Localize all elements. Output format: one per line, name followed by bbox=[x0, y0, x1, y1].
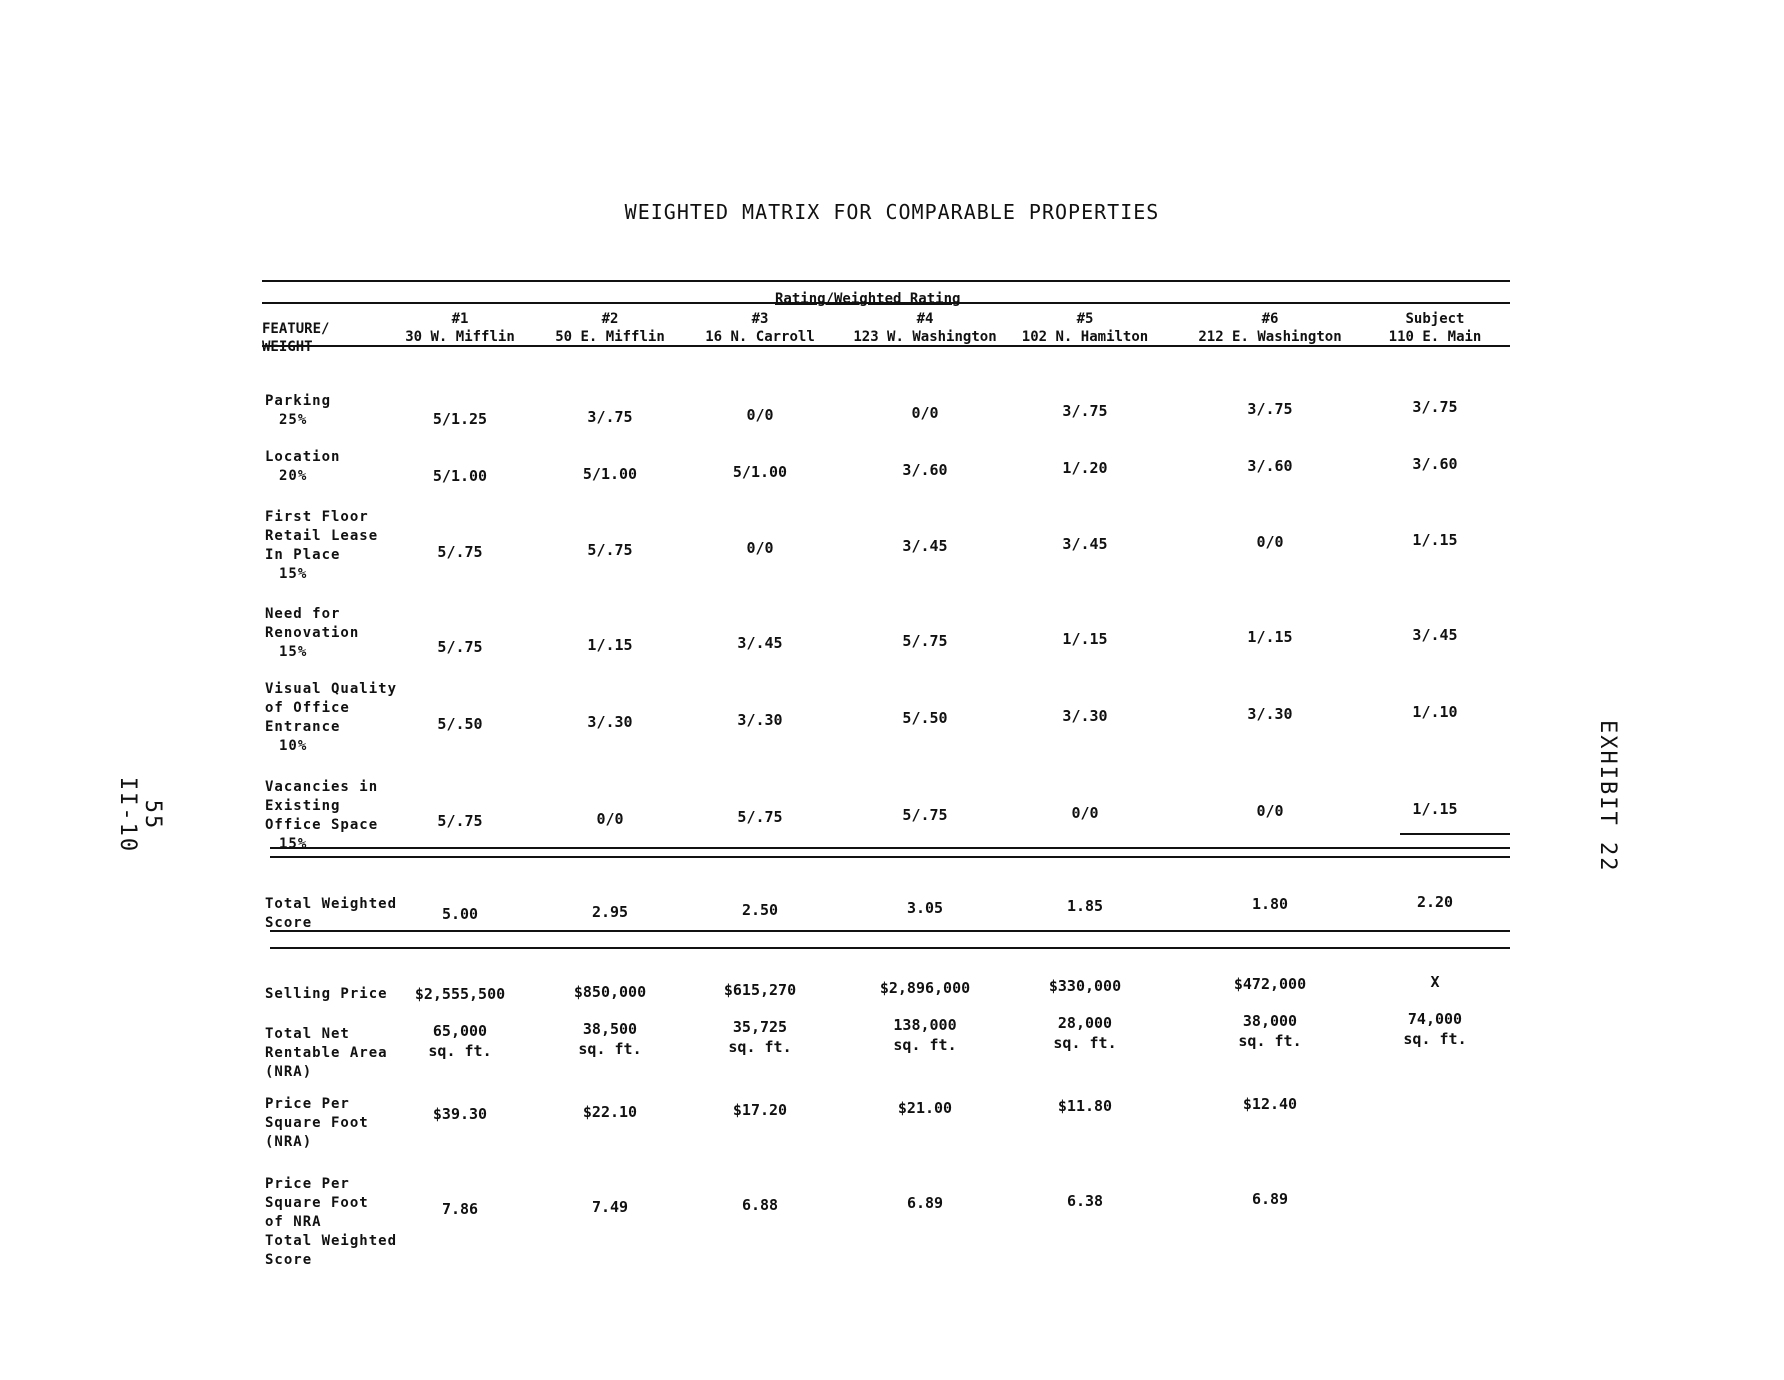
matrix-cell: 3/.75 bbox=[1247, 400, 1293, 418]
column-header-num: #3 bbox=[751, 311, 769, 327]
row-label-line: (NRA) bbox=[265, 1064, 313, 1080]
page-number bbox=[115, 775, 165, 855]
column-header-address: 50 E. Mifflin bbox=[555, 329, 665, 345]
matrix-cell: 5/1.00 bbox=[582, 465, 638, 483]
page-code: II-10 bbox=[115, 776, 140, 854]
row-label-line: Retail Lease bbox=[265, 528, 379, 544]
column-header-num: #1 bbox=[451, 311, 469, 327]
row-label-line: Location bbox=[265, 449, 341, 465]
matrix-cell: 5.00 bbox=[441, 905, 479, 923]
column-header-address: 102 N. Hamilton bbox=[1021, 329, 1149, 345]
page-title: WEIGHTED MATRIX FOR COMPARABLE PROPERTIES bbox=[624, 200, 1160, 224]
row-label-line: Price Per bbox=[265, 1096, 350, 1112]
matrix-cell: 5/.75 bbox=[437, 638, 483, 656]
matrix-cell: 0/0 bbox=[746, 406, 774, 424]
row-label-line: First Floor bbox=[265, 509, 369, 525]
row-label-line: Selling Price bbox=[265, 986, 388, 1002]
header-top-rule bbox=[262, 280, 1510, 282]
column-header-num: #4 bbox=[916, 311, 934, 327]
area-unit: sq. ft. bbox=[1403, 1030, 1467, 1048]
row-label-line: 15% bbox=[279, 566, 308, 582]
row-label-line: Total Weighted bbox=[265, 1233, 398, 1249]
row-label-line: Visual Quality bbox=[265, 681, 398, 697]
row-label-line: 25% bbox=[279, 412, 308, 428]
matrix-cell: $21.00 bbox=[897, 1099, 953, 1117]
matrix-cell: 5/.75 bbox=[737, 808, 783, 826]
row-label-line: Price Per bbox=[265, 1176, 350, 1192]
matrix-cell: $615,270 bbox=[723, 981, 797, 999]
price-row-label bbox=[265, 1095, 405, 1152]
area-unit: sq. ft. bbox=[728, 1038, 792, 1056]
matrix-cell: 3/.30 bbox=[1247, 705, 1293, 723]
matrix-cell: 3.05 bbox=[906, 899, 944, 917]
column-header-address: 110 E. Main bbox=[1388, 329, 1482, 345]
row-label-line: Square Foot bbox=[265, 1115, 369, 1131]
matrix-cell: 38,000 bbox=[1242, 1012, 1298, 1030]
row-label-line: 15% bbox=[279, 836, 308, 852]
matrix-cell: $39.30 bbox=[432, 1105, 488, 1123]
matrix-cell: 3/.45 bbox=[902, 537, 948, 555]
matrix-cell: 7.86 bbox=[441, 1200, 479, 1218]
matrix-cell: X bbox=[1430, 973, 1440, 991]
matrix-cell: 3/.45 bbox=[1412, 626, 1458, 644]
matrix-cell: 28,000 bbox=[1057, 1014, 1113, 1032]
matrix-cell: 3/.45 bbox=[737, 634, 783, 652]
column-header-num: #5 bbox=[1076, 311, 1094, 327]
matrix-cell: $330,000 bbox=[1048, 977, 1122, 995]
matrix-cell: $472,000 bbox=[1233, 975, 1307, 993]
matrix-cell: 1/.10 bbox=[1412, 703, 1458, 721]
row-label-line: 10% bbox=[279, 738, 308, 754]
matrix-cell: 5/.75 bbox=[437, 812, 483, 830]
column-header-num: Subject bbox=[1405, 311, 1465, 327]
matrix-cell: 1/.15 bbox=[1062, 630, 1108, 648]
column-header-address: 123 W. Washington bbox=[853, 329, 997, 345]
page-number-value: 55 bbox=[140, 799, 165, 831]
row-label-line: Need for bbox=[265, 606, 341, 622]
row-label-line: Square Foot bbox=[265, 1195, 369, 1211]
matrix-cell: 0/0 bbox=[1256, 802, 1284, 820]
matrix-cell: $17.20 bbox=[732, 1101, 788, 1119]
matrix-cell: 0/0 bbox=[596, 810, 624, 828]
row-label-line: of Office bbox=[265, 700, 350, 716]
area-unit: sq. ft. bbox=[893, 1036, 957, 1054]
matrix-cell: 2.50 bbox=[741, 901, 779, 919]
matrix-cell: $2,555,500 bbox=[414, 985, 506, 1003]
matrix-cell: 5/.50 bbox=[902, 709, 948, 727]
rating-group-label: Rating/Weighted Rating bbox=[775, 291, 961, 307]
matrix-cell: 3/.30 bbox=[1062, 707, 1108, 725]
matrix-cell: 0/0 bbox=[1256, 533, 1284, 551]
matrix-cell: 1.85 bbox=[1066, 897, 1104, 915]
row-label-line: Renovation bbox=[265, 625, 360, 641]
row-label-line: 15% bbox=[279, 644, 308, 660]
subject-underline bbox=[1400, 833, 1510, 835]
matrix-cell: 1/.15 bbox=[1412, 531, 1458, 549]
area-unit: sq. ft. bbox=[428, 1042, 492, 1060]
matrix-cell: 1/.20 bbox=[1062, 459, 1108, 477]
matrix-cell: 3/.30 bbox=[737, 711, 783, 729]
feature-weight-header: FEATURE/ WEIGHT bbox=[262, 321, 330, 355]
matrix-cell: 138,000 bbox=[893, 1016, 957, 1034]
matrix-cell: 5/.75 bbox=[587, 541, 633, 559]
row-label-line: Rentable Area bbox=[265, 1045, 388, 1061]
section-rule-1 bbox=[270, 847, 1510, 849]
matrix-cell: 3/.75 bbox=[587, 408, 633, 426]
row-label-line: Total Net bbox=[265, 1026, 350, 1042]
matrix-cell: 6.89 bbox=[1251, 1190, 1289, 1208]
matrix-cell: 5/1.25 bbox=[432, 410, 488, 428]
matrix-cell: 1/.15 bbox=[587, 636, 633, 654]
column-header-address: 212 E. Washington bbox=[1198, 329, 1342, 345]
matrix-cell: 5/.75 bbox=[902, 806, 948, 824]
matrix-cell: 74,000 bbox=[1407, 1010, 1463, 1028]
matrix-cell: 3/.30 bbox=[587, 713, 633, 731]
row-label-line: Parking bbox=[265, 393, 332, 409]
row-label-line: (NRA) bbox=[265, 1134, 313, 1150]
row-label-line: Score bbox=[265, 1252, 313, 1268]
matrix-cell: 3/.60 bbox=[1412, 455, 1458, 473]
matrix-cell: 1/.15 bbox=[1412, 800, 1458, 818]
matrix-cell: 3/.75 bbox=[1412, 398, 1458, 416]
matrix-cell: 38,500 bbox=[582, 1020, 638, 1038]
matrix-cell: 5/.75 bbox=[902, 632, 948, 650]
area-unit: sq. ft. bbox=[1238, 1032, 1302, 1050]
matrix-cell: 1.80 bbox=[1251, 895, 1289, 913]
column-header-num: #2 bbox=[601, 311, 619, 327]
row-label-line: Existing bbox=[265, 798, 341, 814]
row-label-line: Office Space bbox=[265, 817, 379, 833]
section-rule-3 bbox=[270, 930, 1510, 932]
area-unit: sq. ft. bbox=[578, 1040, 642, 1058]
matrix-cell: 0/0 bbox=[1071, 804, 1099, 822]
matrix-cell: 3/.60 bbox=[902, 461, 948, 479]
row-label-line: Entrance bbox=[265, 719, 341, 735]
matrix-cell: 6.88 bbox=[741, 1196, 779, 1214]
matrix-cell: 65,000 bbox=[432, 1022, 488, 1040]
matrix-cell: 0/0 bbox=[746, 539, 774, 557]
column-header-num: #6 bbox=[1261, 311, 1279, 327]
row-label-line: 20% bbox=[279, 468, 308, 484]
matrix-cell: $850,000 bbox=[573, 983, 647, 1001]
matrix-cell: $2,896,000 bbox=[879, 979, 971, 997]
matrix-cell: 3/.60 bbox=[1247, 457, 1293, 475]
column-header-address: 16 N. Carroll bbox=[705, 329, 815, 345]
column-header-address: 30 W. Mifflin bbox=[405, 329, 515, 345]
matrix-cell: 35,725 bbox=[732, 1018, 788, 1036]
matrix-cell: 3/.45 bbox=[1062, 535, 1108, 553]
matrix-cell: 6.89 bbox=[906, 1194, 944, 1212]
row-label-line: Score bbox=[265, 915, 313, 931]
exhibit-label: EXHIBIT 22 bbox=[1595, 720, 1620, 873]
row-label-line: In Place bbox=[265, 547, 341, 563]
matrix-cell: 2.20 bbox=[1416, 893, 1454, 911]
matrix-cell: 5/.50 bbox=[437, 715, 483, 733]
row-label-line: Vacancies in bbox=[265, 779, 379, 795]
matrix-cell: 2.95 bbox=[591, 903, 629, 921]
matrix-cell: 3/.75 bbox=[1062, 402, 1108, 420]
row-label-line: Total Weighted bbox=[265, 896, 398, 912]
row-label-line: of NRA bbox=[265, 1214, 322, 1230]
matrix-cell: 5/.75 bbox=[437, 543, 483, 561]
section-rule-4 bbox=[270, 947, 1510, 949]
matrix-cell: 0/0 bbox=[911, 404, 939, 422]
matrix-cell: 5/1.00 bbox=[732, 463, 788, 481]
matrix-cell: 6.38 bbox=[1066, 1192, 1104, 1210]
matrix-cell: $11.80 bbox=[1057, 1097, 1113, 1115]
matrix-cell: $22.10 bbox=[582, 1103, 638, 1121]
area-unit: sq. ft. bbox=[1053, 1034, 1117, 1052]
matrix-cell: 7.49 bbox=[591, 1198, 629, 1216]
section-rule-2 bbox=[270, 856, 1510, 858]
price-row-label bbox=[265, 1175, 405, 1270]
matrix-cell: 5/1.00 bbox=[432, 467, 488, 485]
matrix-cell: $12.40 bbox=[1242, 1095, 1298, 1113]
matrix-cell: 1/.15 bbox=[1247, 628, 1293, 646]
